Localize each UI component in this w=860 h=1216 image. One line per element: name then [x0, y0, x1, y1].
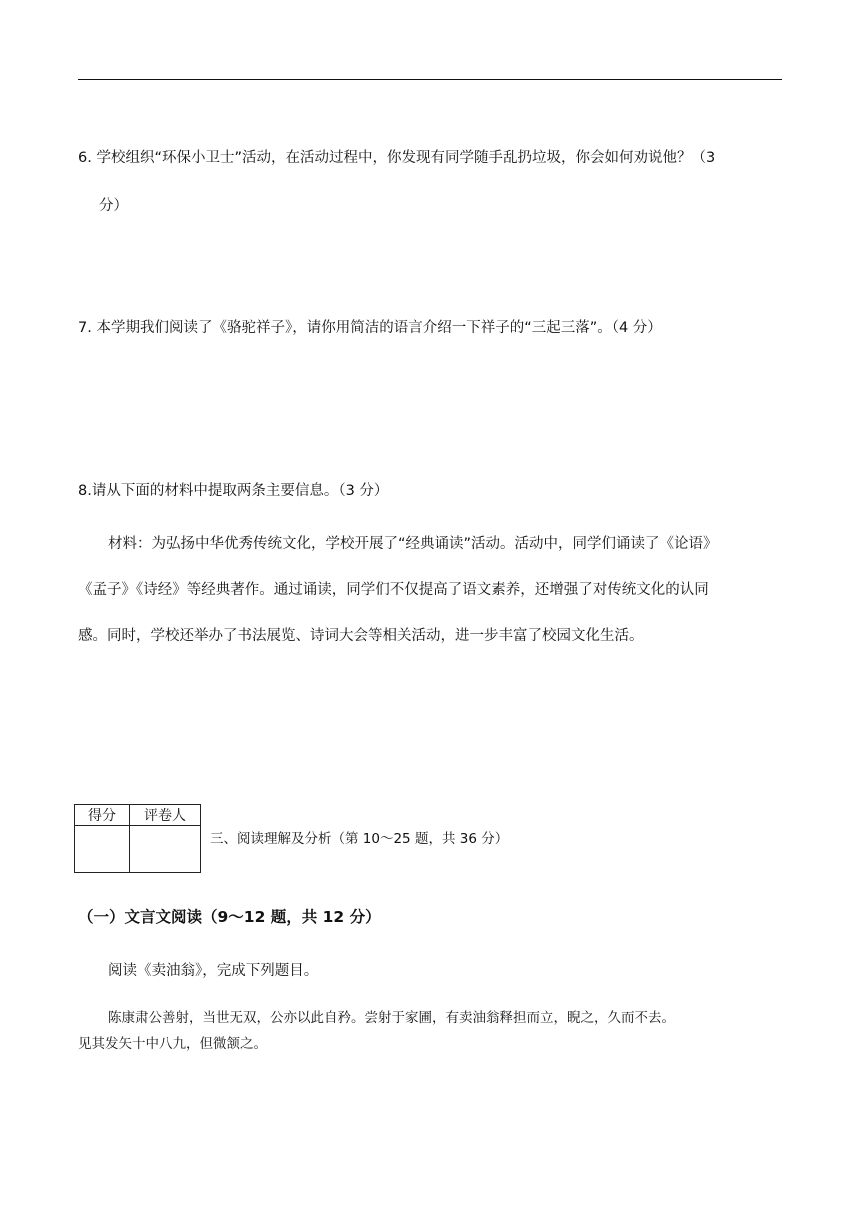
question-7-text: 7. 本学期我们阅读了《骆驼祥子》，请你用简洁的语言介绍一下祥子的“三起三落”。（4 分）: [78, 320, 662, 336]
question-6-text-continued: 分）: [99, 198, 128, 214]
classical-reading-title: （一）文言文阅读（9～12 题，共 12 分）: [78, 908, 381, 926]
header-rule: [78, 79, 782, 80]
question-6-text: 6. 学校组织“环保小卫士”活动，在活动过程中，你发现有同学随手乱扔垃圾，你会如何劝说他？（3: [78, 150, 716, 166]
classical-passage-line-1: 陈康肃公善射，当世无双，公亦以此自矜。尝射于家圃，有卖油翁释担而立，睨之，久而不去。: [108, 1010, 675, 1026]
material-line-2: 《孟子》《诗经》等经典著作。通过诵读，同学们不仅提高了语文素养，还增强了对传统文化的认同: [78, 582, 709, 598]
score-cell[interactable]: [75, 826, 130, 873]
material-line-1: 材料：为弘扬中华优秀传统文化，学校开展了“经典诵读”活动。活动中，同学们诵读了《论语》: [108, 536, 718, 552]
classical-passage-line-2: 见其发矢十中八九，但微颔之。: [78, 1036, 267, 1052]
material-line-3: 感。同时，学校还举办了书法展览、诗词大会等相关活动，进一步丰富了校园文化生活。: [78, 628, 644, 644]
section-3-title: 三、阅读理解及分析（第 10～25 题，共 36 分）: [210, 831, 509, 847]
grader-cell[interactable]: [130, 826, 201, 873]
classical-reading-instruction: 阅读《卖油翁》，完成下列题目。: [108, 963, 319, 979]
score-table: [74, 804, 201, 873]
score-header: 得分: [75, 805, 130, 826]
question-8-text: 8.请从下面的材料中提取两条主要信息。（3 分）: [78, 483, 389, 499]
grader-header: 评卷人: [130, 805, 201, 826]
